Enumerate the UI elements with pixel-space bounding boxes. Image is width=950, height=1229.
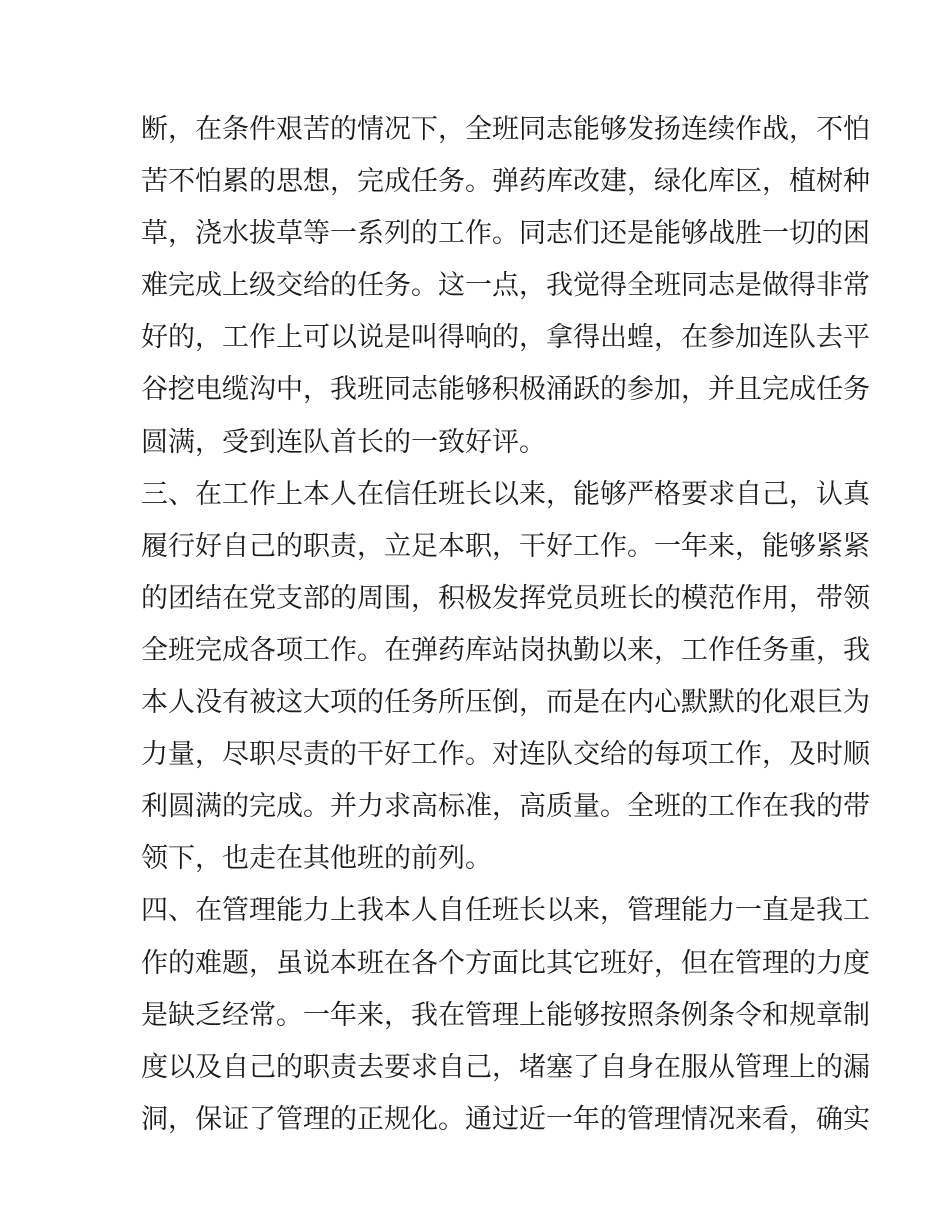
document-body <box>141 104 870 1146</box>
text-line: 全班完成各项工作。在弹药库站岗执勤以来，工作任务重，我 <box>141 634 870 666</box>
text-line: 三、在工作上本人在信任班长以来，能够严格要求自己，认真 <box>141 478 870 510</box>
text-line: 作的难题，虽说本班在各个方面比其它班好，但在管理的力度 <box>141 947 870 979</box>
text-line: 洞，保证了管理的正规化。通过近一年的管理情况来看，确实 <box>141 1103 870 1135</box>
text-line: 履行好自己的职责，立足本职，干好工作。一年来，能够紧紧 <box>141 530 870 562</box>
text-line: 谷挖电缆沟中，我班同志能够积极涌跃的参加，并且完成任务 <box>141 374 870 406</box>
text-line: 本人没有被这大项的任务所压倒，而是在内心默默的化艰巨为 <box>141 687 870 719</box>
text-line: 苦不怕累的思想，完成任务。弹药库改建，绿化库区，植树种 <box>141 166 870 198</box>
text-line: 是缺乏经常。一年来，我在管理上能够按照条例条令和规章制 <box>141 999 870 1031</box>
text-line: 的团结在党支部的周围，积极发挥党员班长的模范作用，带领 <box>141 582 870 614</box>
text-line: 利圆满的完成。并力求高标准，高质量。全班的工作在我的带 <box>141 791 870 823</box>
text-line: 草，浇水拔草等一系列的工作。同志们还是能够战胜一切的困 <box>141 218 870 250</box>
text-line: 圆满，受到连队首长的一致好评。 <box>141 426 546 458</box>
text-line: 好的，工作上可以说是叫得响的，拿得出蝗，在参加连队去平 <box>141 322 870 354</box>
text-line: 力量，尽职尽责的干好工作。对连队交给的每项工作，及时顺 <box>141 739 870 771</box>
text-line: 四、在管理能力上我本人自任班长以来，管理能力一直是我工 <box>141 895 870 927</box>
text-line: 断，在条件艰苦的情况下，全班同志能够发扬连续作战，不怕 <box>141 114 870 145</box>
text-line: 难完成上级交给的任务。这一点，我觉得全班同志是做得非常 <box>141 270 870 302</box>
text-line: 度以及自己的职责去要求自己，堵塞了自身在服从管理上的漏 <box>141 1051 870 1083</box>
text-line: 领下，也走在其他班的前列。 <box>141 843 492 875</box>
